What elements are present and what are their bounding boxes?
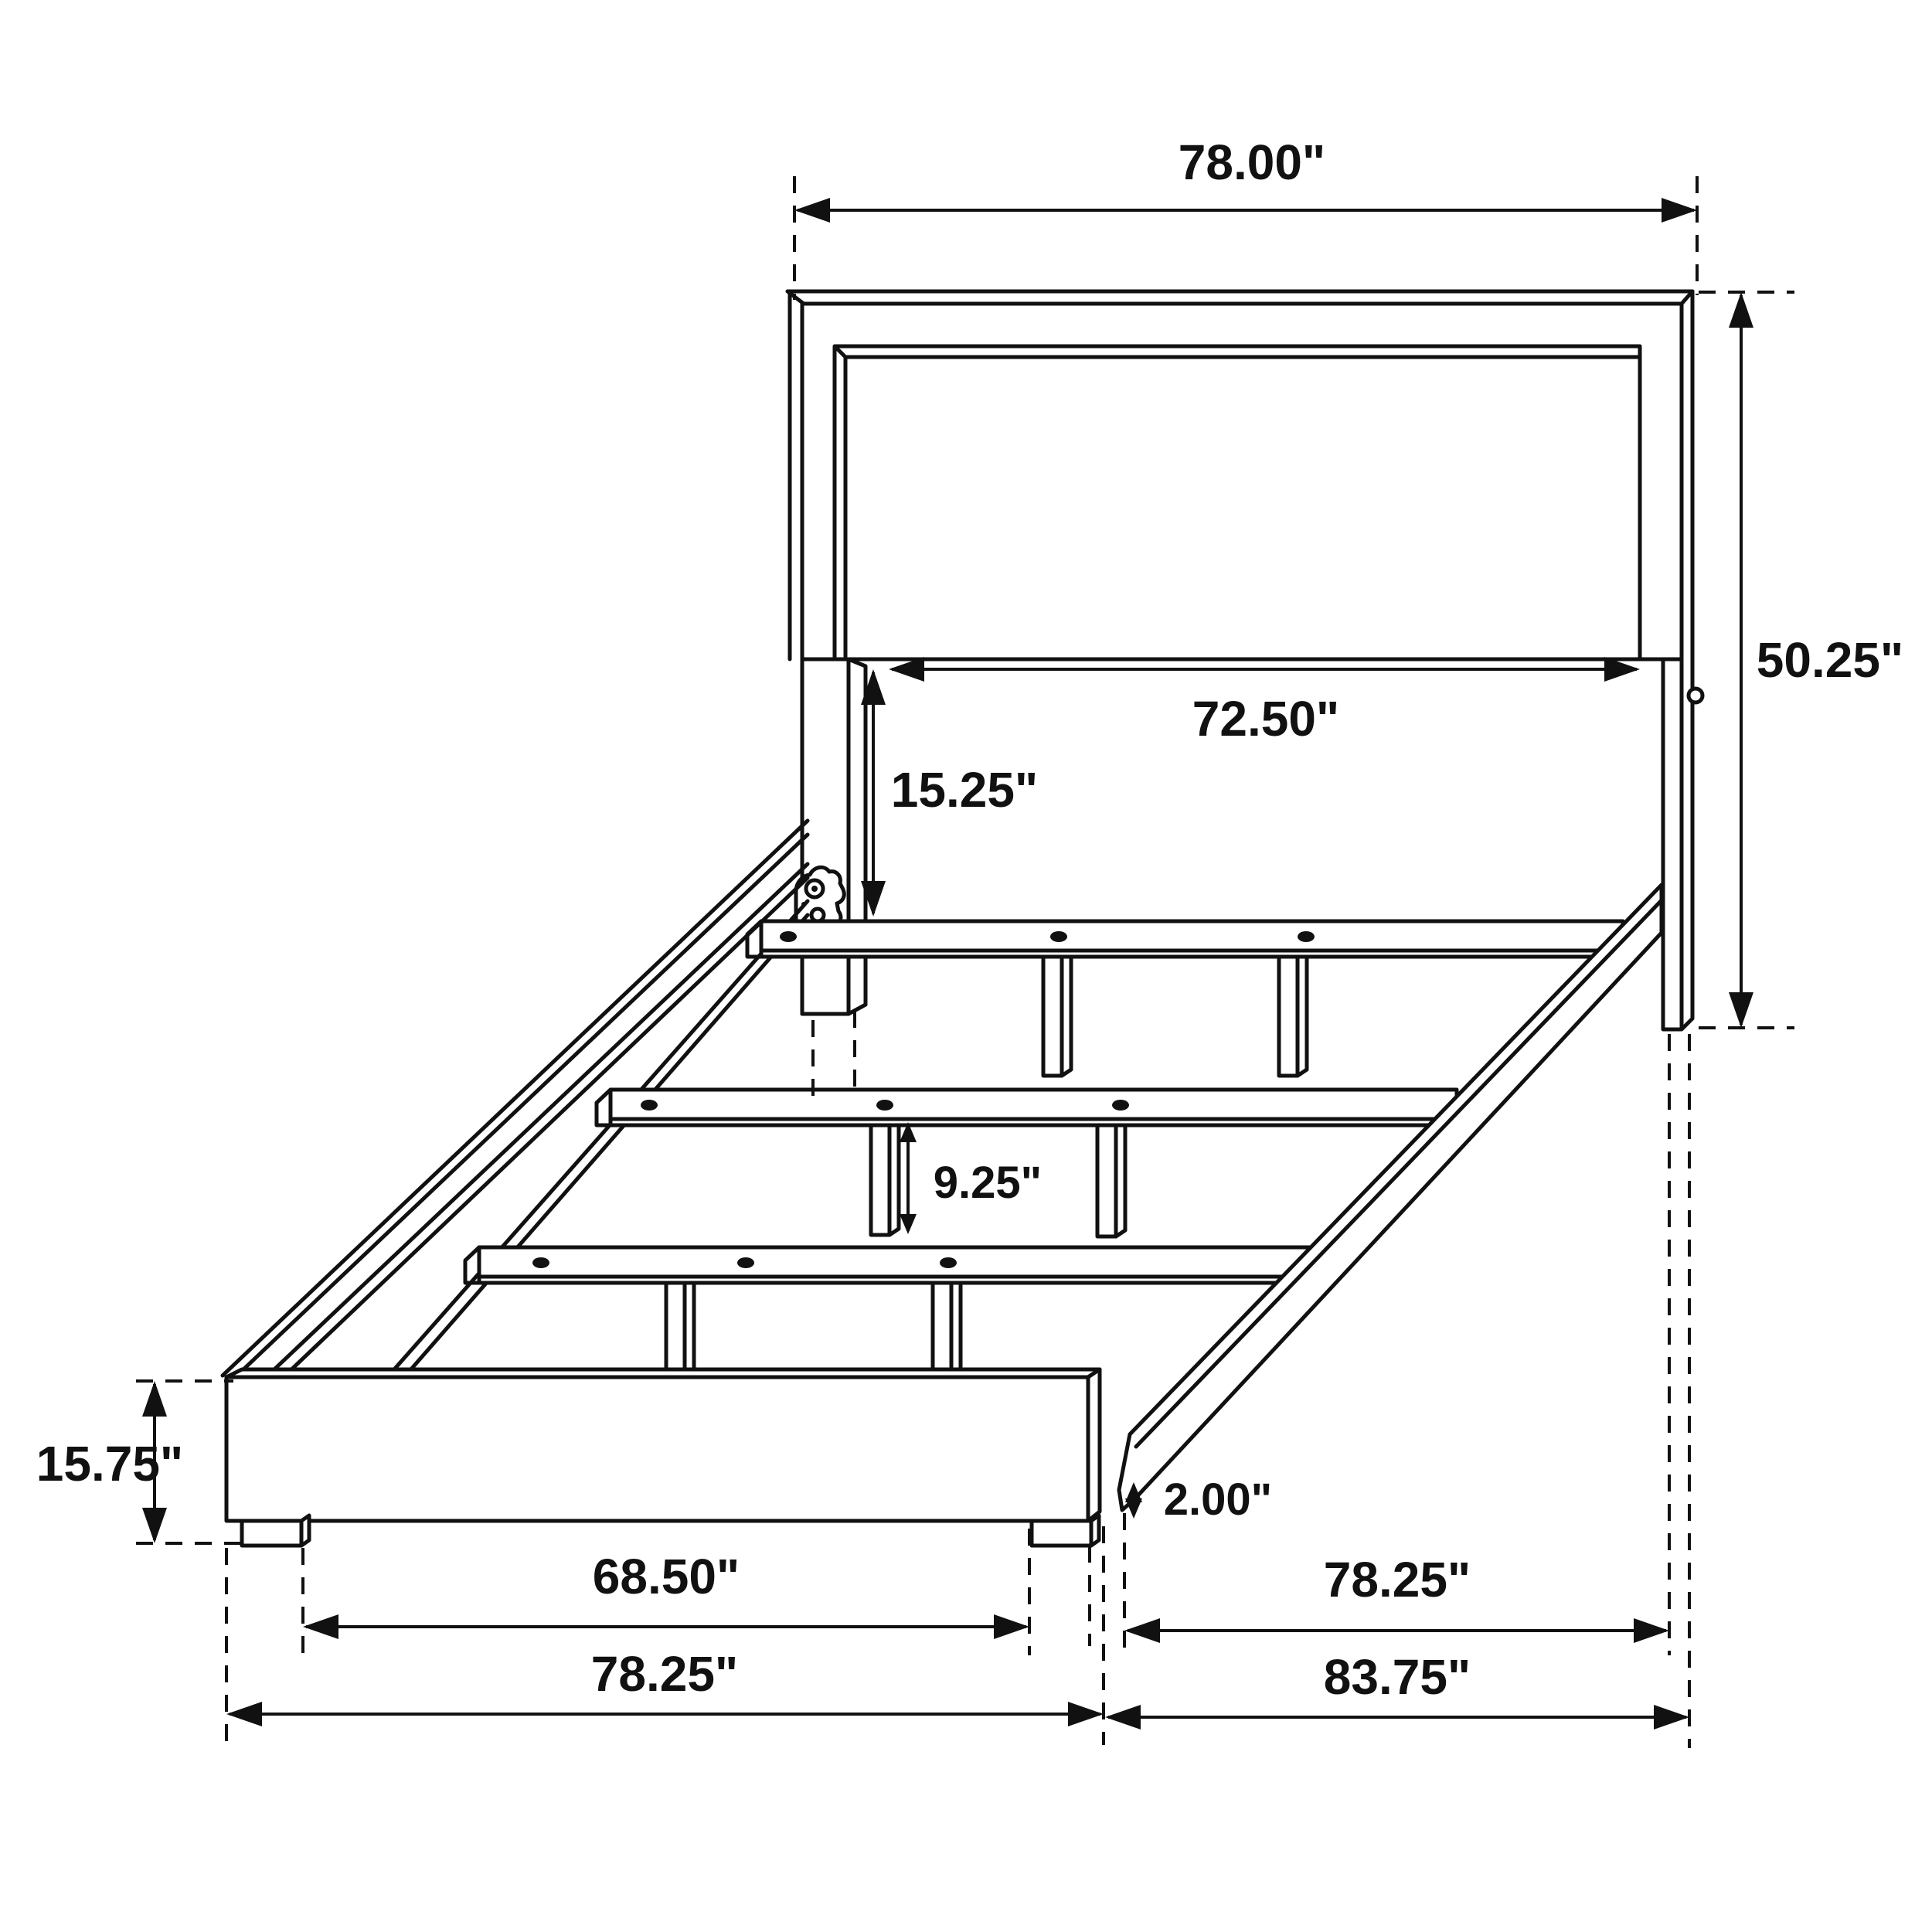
- arrowhead-down: [900, 1214, 917, 1234]
- slat-2: [597, 1090, 1457, 1125]
- dimension-label-rail_len: 78.25": [1323, 1552, 1471, 1607]
- arrowhead-right: [1662, 198, 1697, 223]
- left-rail-ledge: [389, 901, 808, 1383]
- dimension-leg_height: [861, 669, 1038, 917]
- arrowhead-left: [794, 198, 830, 223]
- footboard: [226, 1369, 1100, 1521]
- footboard-foot-right: [1032, 1515, 1099, 1546]
- right-side-rail: [1119, 885, 1662, 1510]
- slat1-legs: [1043, 949, 1307, 1076]
- dimension-feet_span: [303, 1529, 1029, 1655]
- arrowhead-down: [1729, 992, 1753, 1028]
- dimension-label-clearance: 2.00": [1163, 1475, 1273, 1525]
- dimension-label-fb_width: 78.25": [590, 1646, 739, 1702]
- arrowhead-left: [1105, 1705, 1141, 1730]
- arrowhead-up: [142, 1381, 167, 1417]
- slat-3: [465, 1247, 1314, 1283]
- arrowhead-left: [1124, 1618, 1160, 1643]
- arrowhead-right: [1068, 1702, 1104, 1726]
- dimension-hb_height: [1699, 292, 1903, 1028]
- dimension-label-fb_height: 15.75": [36, 1436, 184, 1492]
- dimension-label-slat_leg: 9.25": [933, 1158, 1043, 1208]
- dimension-clearance: [1090, 1475, 1272, 1646]
- arrowhead-down: [1125, 1498, 1142, 1519]
- footboard-foot-left: [242, 1515, 309, 1546]
- arrowhead-left: [303, 1614, 338, 1639]
- headboard-top-face: [787, 291, 1692, 304]
- dimension-label-hb_height: 50.25": [1756, 632, 1904, 688]
- dimension-label-feet_span: 68.50": [592, 1549, 740, 1604]
- bracket-pin-dot: [811, 886, 818, 892]
- arrowhead-up: [1729, 292, 1753, 328]
- dimension-panel_width: [889, 657, 1640, 747]
- dimension-slat_leg: [900, 1122, 1042, 1234]
- arrowhead-down: [142, 1508, 167, 1543]
- arrowhead-left: [226, 1702, 262, 1726]
- arrowhead-right: [1634, 1618, 1669, 1643]
- arrowhead-right: [994, 1614, 1029, 1639]
- dimension-fb_height: [36, 1381, 241, 1543]
- headboard-panel: [835, 346, 1640, 659]
- dimension-rail_len: [1124, 1034, 1669, 1660]
- headboard-left-post: [802, 659, 866, 1014]
- dimension-label-total_len: 83.75": [1323, 1649, 1471, 1705]
- dimension-label-hb_width: 78.00": [1178, 134, 1326, 190]
- dimension-label-leg_height: 15.25": [890, 762, 1039, 818]
- led-knob: [1689, 689, 1702, 702]
- slat-1: [747, 921, 1623, 957]
- dimension-label-panel_width: 72.50": [1192, 691, 1340, 747]
- arrowhead-right: [1654, 1705, 1689, 1730]
- dimension-hb_width: [794, 134, 1697, 300]
